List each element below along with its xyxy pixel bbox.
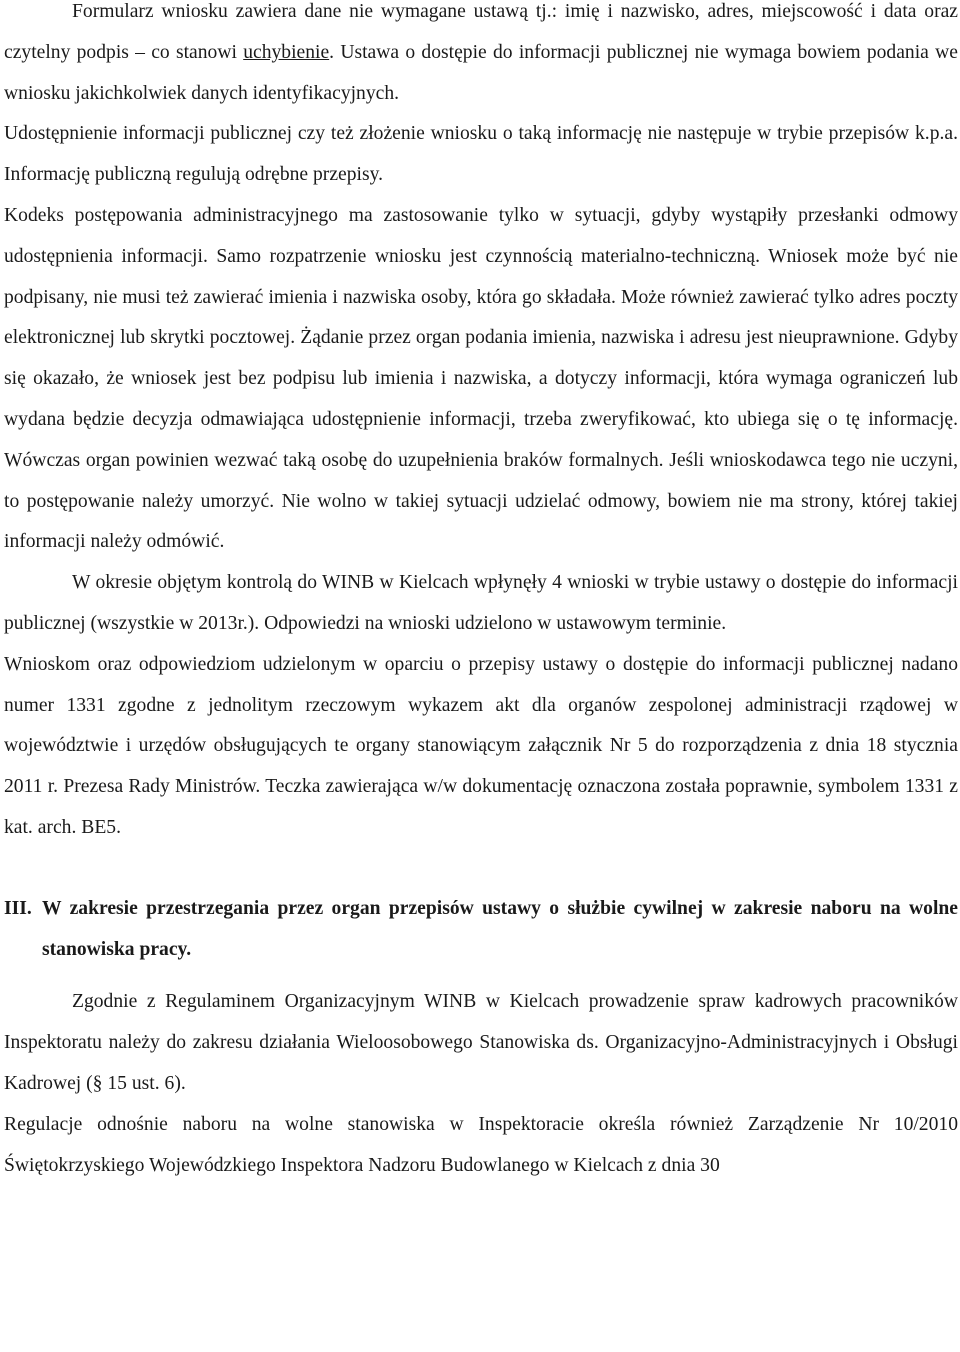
document-page xyxy=(4,0,958,1186)
underlined-term: uchybienie xyxy=(243,41,330,63)
paragraph-recruitment-order: Regulacje odnośnie naboru na wolne stanowiska w Inspektoracie określa również Zarządzenie Nr 10/2010 Świętokrzyskiego Wojewódzkiego Inspektora Nadzoru Budowlanego w Kielcach z dnia 30 xyxy=(4,1113,958,1176)
section-heading xyxy=(4,889,958,971)
paragraph-regulations: Zgodnie z Regulaminem Organizacyjnym WINB w Kielcach prowadzenie spraw kadrowych pracowników Inspektoratu należy do zakresu działania Wieloosobowego Stanowiska ds. Organizacyjno-Administracyjnych i Obsługi Kadrowej (§ 15 ust. 6). xyxy=(4,991,958,1094)
paragraph-file-numbering: Wnioskom oraz odpowiedziom udzielonym w oparciu o przepisy ustawy o dostępie do informacji publicznej nadano numer 1331 zgodne z jednolitym rzeczowym wykazem akt dla organów zespolonej administracji rządowej w województwie i urzędów obsługujących te organy stanowiącym załącznik Nr 5 do rozporządzenia z dnia 18 stycznia 2011 r. Prezesa Rady Ministrów. Teczka zawierająca w/w dokumentację oznaczona została poprawnie, symbolem 1331 z kat. arch. BE5. xyxy=(4,653,958,838)
form-deficiency-text-end: . Ustawa o dostępie do informacji publicznej nie wymaga bowiem podania we wniosku jakichkolwiek danych identyfikacyjnych. xyxy=(4,41,958,104)
paragraph-kpa-application: Kodeks postępowania administracyjnego ma zastosowanie tylko w sytuacji, gdyby wystąpiły przesłanki odmowy udostępnienia informacji. Samo rozpatrzenie wniosku jest czynnością materialno-techniczną. Wniosek może być nie podpisany, nie musi też zawierać imienia i nazwiska osoby, która go składała. Może również zawierać tylko adres poczty elektronicznej lub skrytki pocztowej. Żądanie przez organ podania imienia, nazwiska i adresu jest nieuprawnione. Gdyby się okazało, że wniosek jest bez podpisu lub imienia i nazwiska, a dotyczy informacji, która wymaga ograniczeń lub wydana będzie decyzja odmawiająca udostępnienie informacji, trzeba zweryfikować, kto ubiega się o tę informację. Wówczas organ powinien wezwać taką osobę do uzupełnienia braków formalnych. Jeśli wnioskodawca tego nie uczyni, to postępowanie należy umorzyć. Nie wolno w takiej sytuacji udzielać odmowy, bowiem nie ma strony, której takiej informacji należy odmówić. xyxy=(4,204,958,553)
form-deficiency-text: Formularz wniosku zawiera dane nie wymagane ustawą tj.: imię i nazwisko, adres, miejscowość i data oraz czytelny podpis – co stanowi xyxy=(4,1,958,63)
paragraph-requests-count: W okresie objętym kontrolą do WINB w Kielcach wpłynęły 4 wnioski w trybie ustawy o dostępie do informacji publicznej (wszystkie w 2013r.). Odpowiedzi na wnioski udzielono w ustawowym terminie. xyxy=(4,572,958,634)
paragraph-form-deficiency xyxy=(4,0,958,114)
section-title: W zakresie przestrzegania przez organ przepisów ustawy o służbie cywilnej w zakresie naboru na wolne stanowiska pracy. xyxy=(42,897,958,960)
section-gap xyxy=(4,970,958,982)
section-spacer xyxy=(4,849,958,889)
paragraph-kpa-note: Udostępnienie informacji publicznej czy też złożenie wniosku o taką informację nie następuje w trybie przepisów k.p.a. Informację publiczną regulują odrębne przepisy. xyxy=(4,123,958,186)
section-number: III. xyxy=(4,897,32,919)
